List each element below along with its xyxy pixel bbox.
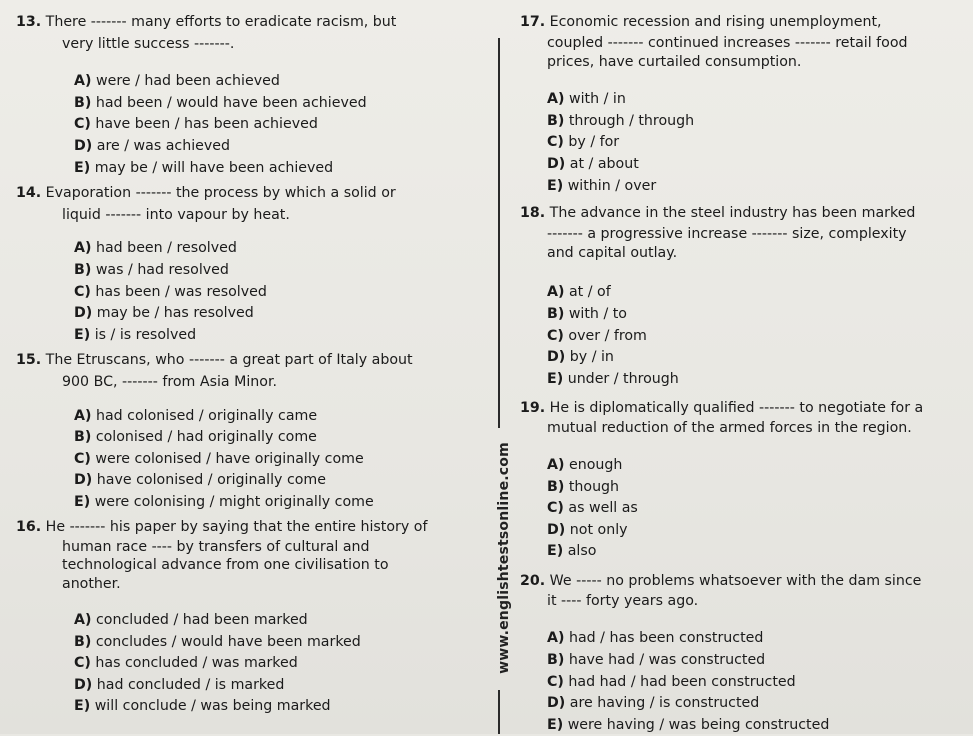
question-stem-line: 15. The Etruscans, who ------- a great part of Italy about — [16, 352, 413, 369]
question-18 — [520, 203, 965, 390]
question-stem-line: liquid ------- into vapour by heat. — [62, 206, 290, 223]
answer-option-d[interactable]: D) have colonised / originally come — [74, 472, 326, 489]
watermark — [490, 425, 518, 690]
answer-option-b[interactable]: B) colonised / had originally come — [74, 429, 317, 446]
question-stem-line: human race ---- by transfers of cultural and — [62, 539, 370, 556]
answer-option-b[interactable]: B) concludes / would have been marked — [74, 633, 361, 650]
question-number: 18. — [520, 205, 546, 222]
answer-option-b[interactable]: B) through / through — [547, 112, 695, 129]
question-17 — [520, 12, 965, 197]
question-number: 17. — [520, 14, 546, 30]
answer-option-e[interactable]: E) also — [547, 543, 597, 560]
answer-option-b[interactable]: B) though — [547, 478, 620, 495]
question-16 — [16, 517, 486, 718]
question-20 — [520, 571, 965, 736]
answer-option-c[interactable]: C) were colonised / have originally come — [74, 450, 364, 467]
answer-option-c[interactable]: C) has been / was resolved — [74, 283, 267, 300]
answer-options — [520, 628, 965, 736]
question-stem-line: it ---- forty years ago. — [547, 593, 699, 610]
answer-option-c[interactable]: C) have been / has been achieved — [74, 116, 318, 133]
answer-option-e[interactable]: E) will conclude / was being marked — [74, 698, 331, 715]
answer-options — [16, 71, 486, 179]
answer-option-d[interactable]: D) not only — [547, 521, 628, 538]
answer-options — [16, 610, 486, 718]
question-stem-line: mutual reduction of the armed forces in the region. — [547, 419, 912, 436]
answer-option-d[interactable]: D) had concluded / is marked — [74, 676, 285, 693]
answer-option-c[interactable]: C) as well as — [547, 500, 638, 517]
question-stem-line: 17. Economic recession and rising unemployment, — [520, 14, 882, 30]
answer-option-c[interactable]: C) by / for — [547, 134, 620, 151]
question-stem-line: and capital outlay. — [547, 244, 678, 261]
question-number: 19. — [520, 400, 546, 417]
answer-option-b[interactable]: B) have had / was constructed — [547, 652, 766, 669]
answer-option-b[interactable]: B) was / had resolved — [74, 261, 229, 278]
answer-option-e[interactable]: E) under / through — [547, 370, 679, 387]
column-divider — [498, 690, 500, 734]
answer-option-c[interactable]: C) over / from — [547, 327, 647, 344]
question-stem-line: 900 BC, ------- from Asia Minor. — [62, 373, 278, 390]
answer-option-d[interactable]: D) are / was achieved — [74, 137, 231, 154]
question-15 — [16, 350, 486, 513]
question-stem-line: very little success -------. — [62, 35, 235, 52]
question-stem-line: ------- a progressive increase ------- size, complexity — [547, 225, 907, 242]
question-number: 15. — [16, 352, 42, 369]
question-stem-line: 20. We ----- no problems whatsoever with the dam since — [520, 572, 922, 589]
answer-option-a[interactable]: A) concluded / had been marked — [74, 612, 308, 629]
answer-option-a[interactable]: A) had been / resolved — [74, 240, 237, 257]
question-stem-line: technological advance from one civilisation to — [62, 557, 389, 574]
answer-option-b[interactable]: B) with / to — [547, 305, 627, 322]
answer-option-b[interactable]: B) had been / would have been achieved — [74, 94, 367, 111]
question-13 — [16, 12, 486, 179]
watermark-text: www.englishtestsonline.com — [496, 441, 513, 674]
answer-option-d[interactable]: D) at / about — [547, 155, 639, 172]
answer-options — [16, 406, 486, 514]
question-number: 20. — [520, 572, 546, 589]
question-stem-line: 18. The advance in the steel industry has been marked — [520, 205, 916, 222]
answer-option-e[interactable]: E) within / over — [547, 177, 657, 194]
question-stem-line: 16. He ------- his paper by saying that the entire history of — [16, 519, 428, 536]
question-number: 14. — [16, 185, 42, 202]
answer-options — [16, 238, 486, 346]
answer-option-a[interactable]: A) with / in — [547, 91, 626, 108]
column-divider — [498, 38, 500, 428]
answer-option-e[interactable]: E) were having / was being constructed — [547, 716, 830, 733]
question-number: 13. — [16, 14, 42, 30]
answer-option-e[interactable]: E) may be / will have been achieved — [74, 159, 334, 176]
answer-options — [520, 455, 965, 563]
question-stem-line: coupled ------- continued increases ------- retail food — [547, 34, 908, 51]
question-stem-line: 14. Evaporation ------- the process by which a solid or — [16, 185, 396, 202]
question-stem-line: prices, have curtailed consumption. — [547, 53, 802, 70]
question-19 — [520, 398, 965, 563]
question-14 — [16, 183, 486, 346]
answer-options — [520, 282, 965, 390]
answer-option-e[interactable]: E) were colonising / might originally come — [74, 493, 374, 510]
answer-option-a[interactable]: A) at / of — [547, 284, 611, 301]
answer-option-c[interactable]: C) had had / had been constructed — [547, 673, 796, 690]
answer-option-a[interactable]: A) were / had been achieved — [74, 73, 280, 90]
question-number: 16. — [16, 519, 42, 536]
answer-options — [520, 89, 965, 197]
answer-option-d[interactable]: D) may be / has resolved — [74, 305, 254, 322]
answer-option-a[interactable]: A) had colonised / originally came — [74, 407, 318, 424]
answer-option-d[interactable]: D) by / in — [547, 349, 614, 366]
answer-option-d[interactable]: D) are having / is constructed — [547, 695, 760, 712]
answer-option-a[interactable]: A) enough — [547, 456, 623, 473]
question-stem-line: 19. He is diplomatically qualified ------- to negotiate for a — [520, 400, 924, 417]
answer-option-a[interactable]: A) had / has been constructed — [547, 630, 764, 647]
answer-option-c[interactable]: C) has concluded / was marked — [74, 655, 298, 672]
right-column — [520, 12, 965, 736]
question-stem-line: another. — [62, 576, 121, 593]
question-stem-line: 13. There ------- many efforts to eradicate racism, but — [16, 14, 397, 30]
left-column — [16, 12, 486, 718]
answer-option-e[interactable]: E) is / is resolved — [74, 326, 197, 343]
